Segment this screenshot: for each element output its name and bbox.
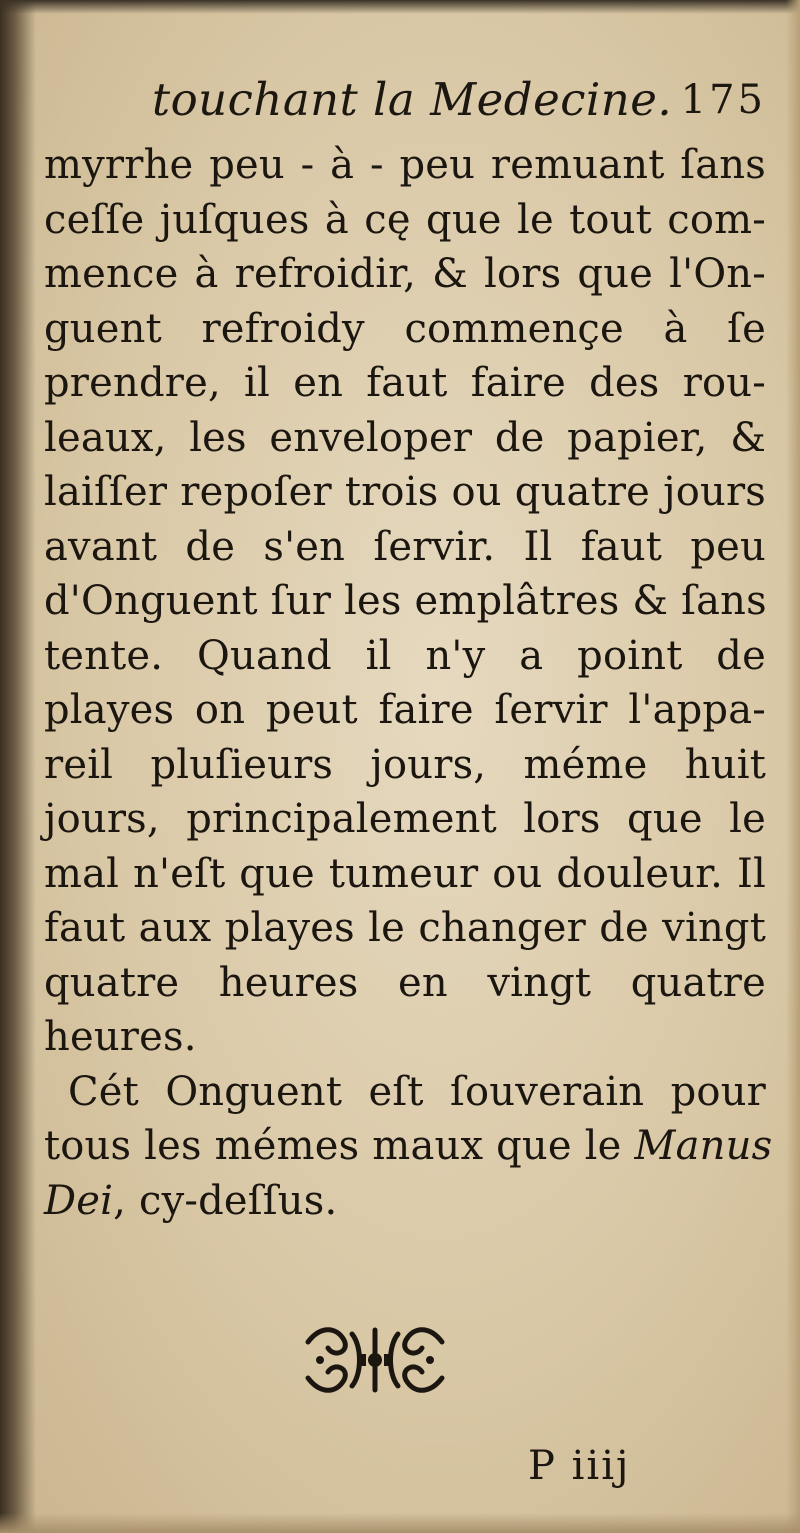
signature-mark: P iiij	[528, 1443, 631, 1489]
running-title: touchant la Medecine.	[152, 73, 673, 126]
running-head	[152, 70, 772, 130]
text-line: leaux, les enveloper de papier, &	[44, 414, 766, 461]
italic-dei: Dei	[44, 1177, 114, 1224]
text-line: ceſſe juſques à cę que le tout com-	[44, 196, 766, 243]
text-line-paragraph-start: Cét Onguent eſt ſouverain pour	[68, 1068, 766, 1115]
text-segment: , cy-deſſus.	[113, 1177, 338, 1224]
text-line: avant de s'en ſervir. Il faut peu	[44, 523, 766, 570]
text-segment: tous les mémes maux que le	[44, 1123, 622, 1169]
fleuron-ornament-icon	[300, 1322, 450, 1398]
text-line: faut aux playes le changer de vingt	[44, 905, 766, 951]
text-line: myrrhe peu - à - peu remuant ſans	[44, 142, 766, 188]
text-line: playes on peut faire ſervir l'appa-	[44, 687, 766, 733]
text-line: guent refroidy commençe à ſe	[44, 305, 766, 352]
text-line: tente. Quand il n'y a point de	[44, 632, 766, 679]
italic-manus: Manus	[634, 1123, 773, 1169]
text-line: prendre, il en faut faire des rou-	[44, 360, 766, 406]
text-line: mence à refroidir, & lors que l'On-	[44, 251, 766, 297]
text-line: reil pluſieurs jours, méme huit	[44, 741, 766, 788]
text-line: quatre heures en vingt quatre	[44, 959, 766, 1006]
right-page-edge	[786, 0, 800, 1533]
text-line	[44, 1119, 773, 1174]
text-line: laiſſer repoſer trois ou quatre jours	[44, 469, 766, 515]
bottom-page-edge	[0, 1513, 800, 1533]
text-line: heures.	[44, 1014, 197, 1060]
text-line	[44, 1174, 766, 1229]
page-number: 175	[680, 77, 766, 123]
top-edge-shadow	[0, 0, 800, 14]
text-line: jours, principalement lors que le	[44, 796, 766, 842]
body-text	[44, 138, 773, 1228]
text-line: mal n'eſt que tumeur ou douleur. Il	[44, 850, 766, 897]
text-line: d'Onguent ſur les emplâtres & ſans	[44, 578, 767, 624]
spine-shadow	[0, 0, 36, 1533]
